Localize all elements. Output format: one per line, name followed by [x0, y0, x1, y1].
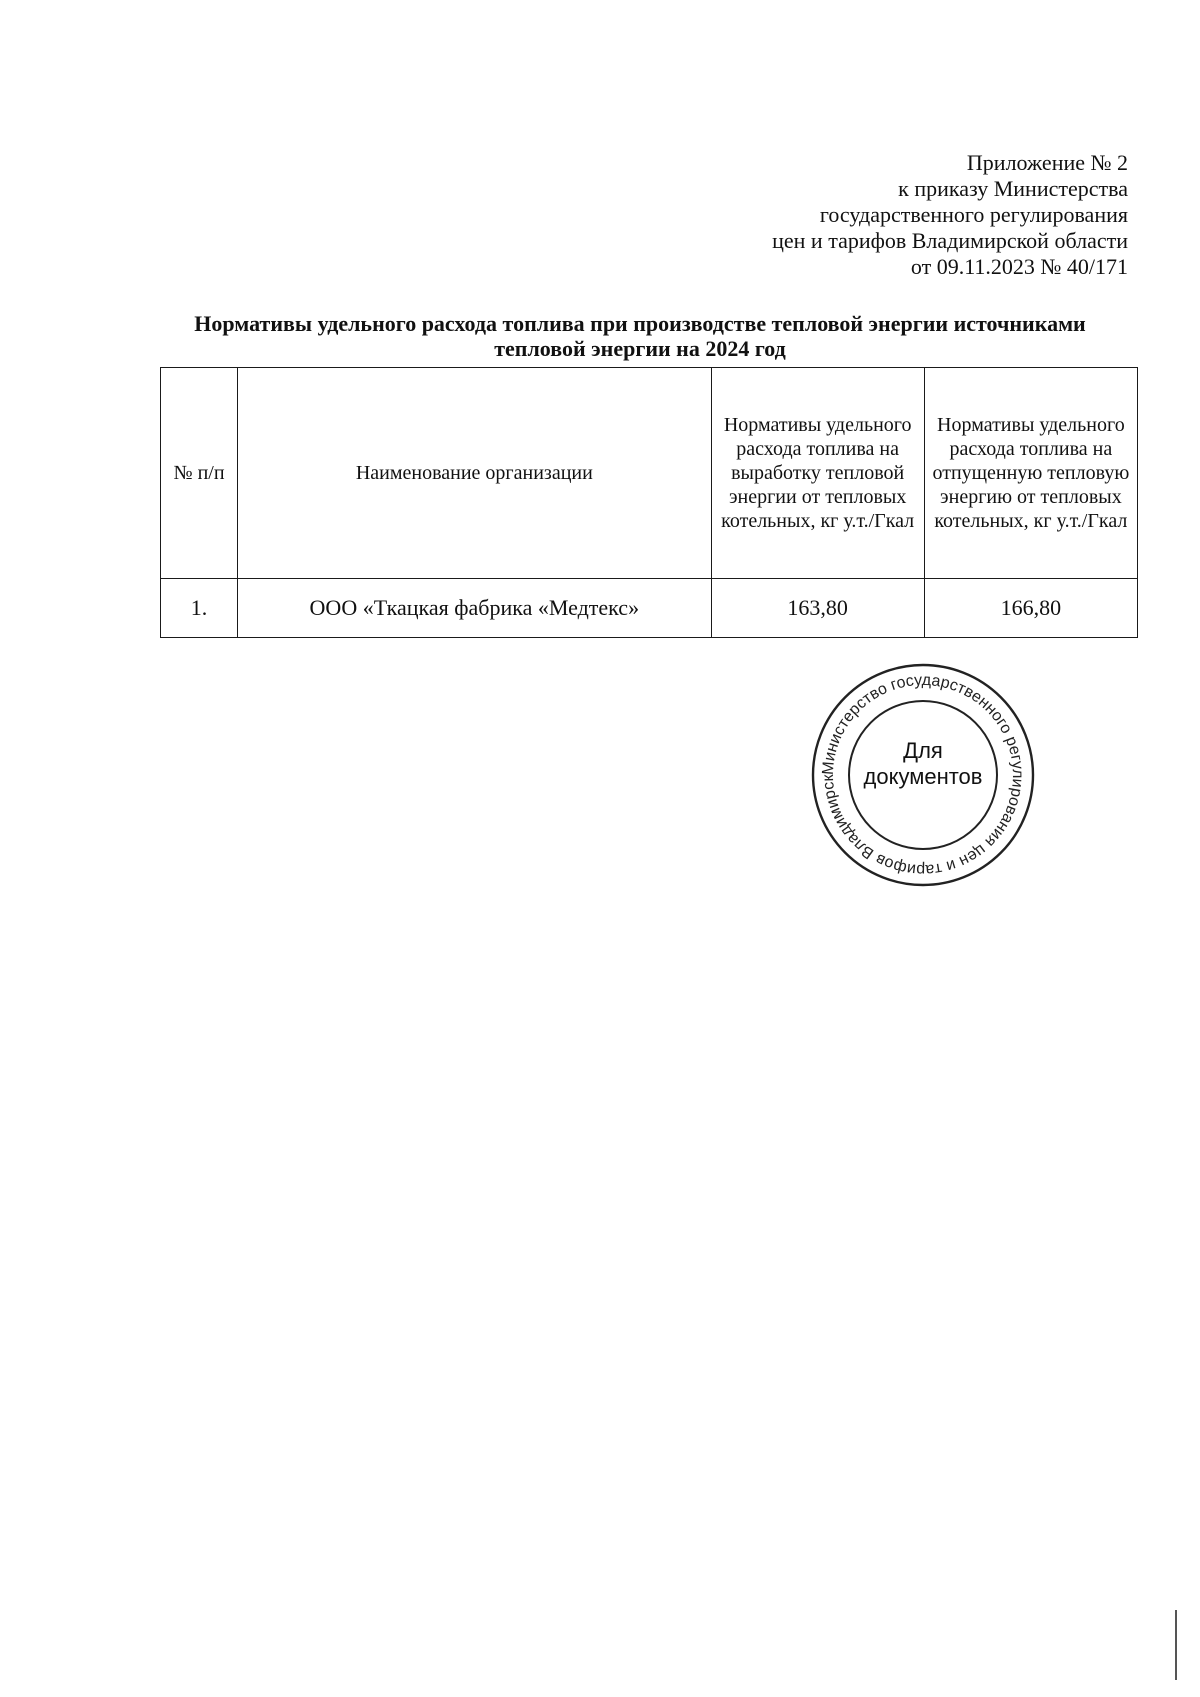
table-header-row — [161, 368, 1138, 579]
appendix-line-1: Приложение № 2 — [966, 150, 1128, 175]
appendix-line-5: от 09.11.2023 № 40/171 — [910, 254, 1128, 279]
appendix-line-4: цен и тарифов Владимирской области — [772, 228, 1128, 253]
header-organization-name: Наименование организации — [238, 368, 711, 579]
appendix-block — [772, 150, 1128, 280]
header-num: № п/п — [161, 368, 238, 579]
document-title-line-1: Нормативы удельного расхода топлива при производстве тепловой энергии источниками — [194, 311, 1086, 336]
norms-table — [160, 367, 1138, 638]
header-production-norm: Нормативы удельного расхода топлива на выработку тепловой энергии от тепловых котельных, кг у.т./Гкал — [711, 368, 924, 579]
official-stamp — [808, 660, 1038, 890]
document-title-line-2: тепловой энергии на 2024 год — [494, 336, 786, 361]
cell-num: 1. — [161, 579, 238, 638]
stamp-center-text — [808, 738, 1038, 790]
stamp-center-line-2: документов — [863, 764, 983, 789]
document-title — [150, 311, 1130, 361]
cell-production-norm: 163,80 — [711, 579, 924, 638]
cell-released-norm: 166,80 — [924, 579, 1137, 638]
header-released-norm: Нормативы удельного расхода топлива на отпущенную тепловую энергию от тепловых котельных, кг у.т./Гкал — [924, 368, 1137, 579]
appendix-line-2: к приказу Министерства — [898, 176, 1128, 201]
table-row — [161, 579, 1138, 638]
appendix-line-3: государственного регулирования — [819, 202, 1128, 227]
cell-organization-name: ООО «Ткацкая фабрика «Медтекс» — [238, 579, 711, 638]
stamp-center-line-1: Для — [903, 738, 943, 763]
stamp-ring-textpath: Министерство государственного регулирования цен и тарифов Владимирск — [819, 671, 1027, 879]
scan-margin-line — [1175, 1610, 1177, 1680]
